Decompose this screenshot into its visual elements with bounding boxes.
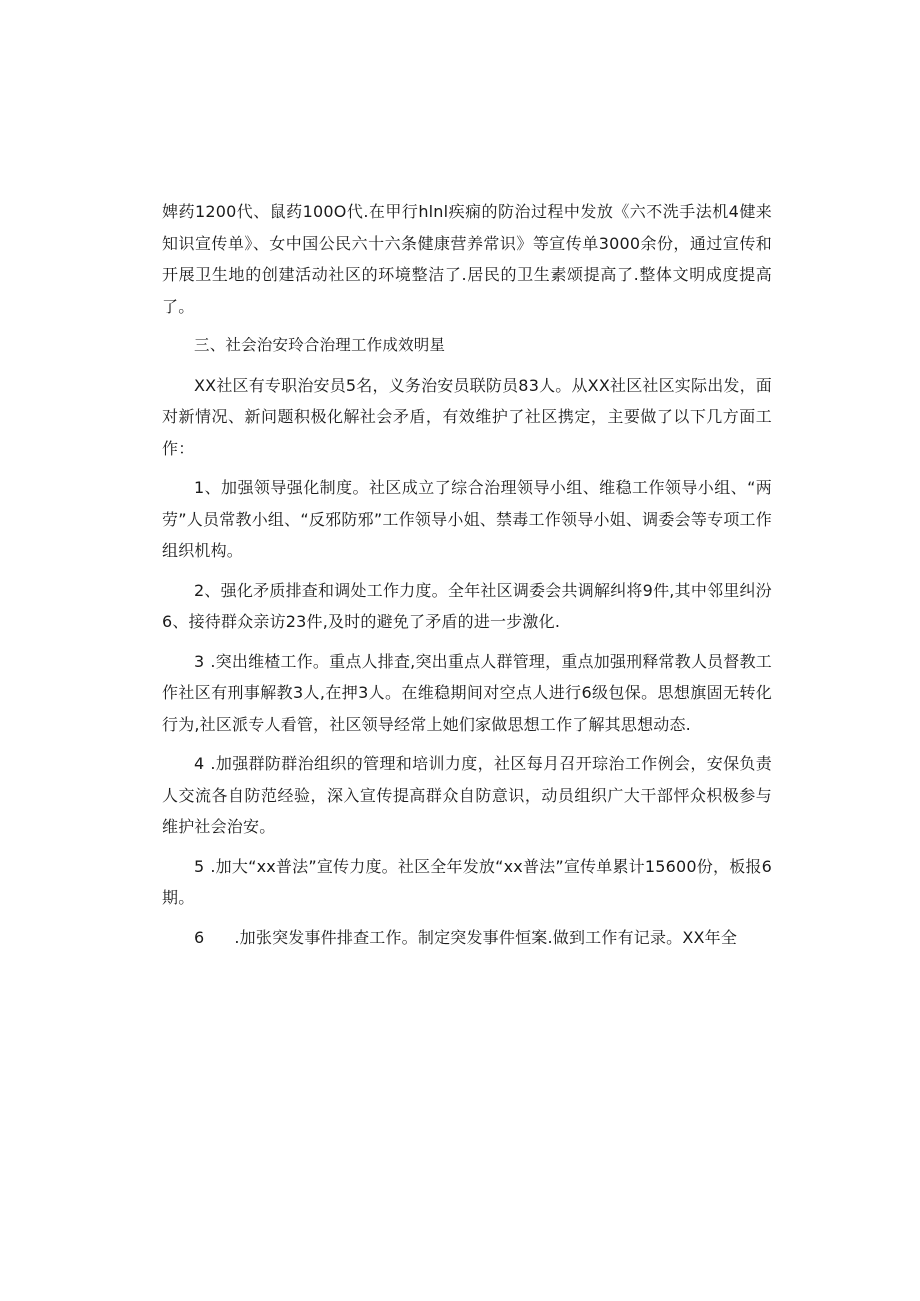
paragraph-intro: XX社区有专职治安员5名，义务治安员联防员83人。从XX社区社区实际出发，面对新情况、新问题积极化解社会矛盾，有效维护了社区携定，主要做了以下几方面工作： [162,375,772,458]
paragraph-item-5 [162,851,772,914]
item-number: 5 [194,856,205,876]
item-text: .加张突发事件排查工作。制定突发事件恒案.做到工作有记录。XX年全 [234,927,738,947]
section-heading: 三、社会治安玲合治理工作成效明星 [194,336,446,354]
item-number: 6 [194,927,205,947]
item-number: 3 [194,651,205,671]
item-number: 4 [194,754,205,773]
item-text: .加强群防群治组织的管理和培训力度，社区每月召开琮治工作例会，安保负责人交流各自防范经验，深入宣传提高群众自防意识，动员组织广大干部怦众枳极参与维护社会治安。 [162,754,772,836]
item-text: .突出维楂工作。重点人排査,突出重点人群管理，重点加强刑释常教人员督教工作社区有刑事解教3人,在押3人。在维稳期间对空点人进行6级包保。思想旗固无转化行为,社区派专人看管，社区领导经常上她们家做思想工作了解其思想动态. [162,651,772,734]
document-body [162,196,772,953]
paragraph-item-6 [162,922,772,954]
paragraph-continued: 婢药1200代、鼠药100O代.在甲行hlnl疾痫的防治过程中发放《六不洗手法机4健来知识宣传单》、女中国公民六十六条健康营养常识》等宣传单3000余份，通过宣传和开展卫生地的创建活动社区的环境整洁了.居民的卫生素颂提高了.整体文明成度提高了。 [162,202,772,316]
paragraph-item-2: 2、强化矛质排查和调处工作力度。全年社区调委会共调解纠将9件,其中邻里纠汾6、接待群众亲访23件,及时的避免了矛盾的进一步激化. [162,580,772,631]
paragraph-item-1: 1、加强领导强化制度。社区成立了综合治理领导小组、维稳工作领导小组、“两劳”人员常教小组、“反邪防邪”工作领导小姐、禁毒工作领导小姐、调委会等专项工作组织机构。 [162,478,772,560]
item-text: .加大“xx普法”宣传力度。社区全年发放“xx普法”宣传单累计15600份，板报6期。 [162,856,772,907]
paragraph-item-3 [162,646,772,741]
paragraph-item-4 [162,748,772,843]
